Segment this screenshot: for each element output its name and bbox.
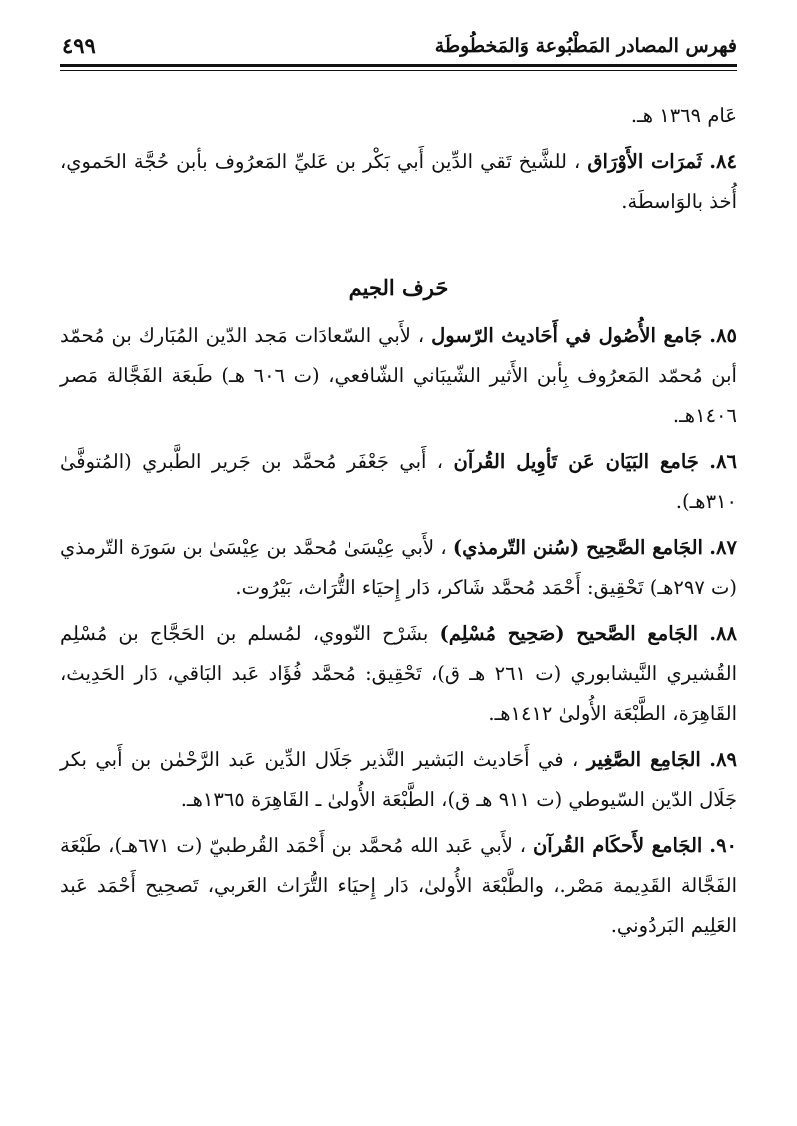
entry-title: الجَامع الصَّحِيح (سُنن التّرمذي) (452, 536, 703, 559)
entry-number: ٨٦. (709, 450, 738, 473)
entry-text: ، أَبي جَعْفَر مُحمَّد بن جَرير الطَّبري (المُتوفَّىٰ ٣١٠هـ). (60, 450, 737, 513)
bibliography-entry (60, 142, 737, 222)
page-header (60, 30, 737, 68)
bibliography-entry (60, 614, 737, 734)
bibliography-entry (60, 442, 737, 522)
page-number: ٤٩٩ (62, 33, 96, 58)
entry-number: ٨٥. (709, 324, 738, 347)
entry-title: جَامع الأُصُول في أَحَاديث الرّسول (431, 324, 703, 347)
entry-title: الجَامع الصَّحيح (صَحِيح مُسْلِم) (439, 622, 699, 645)
entry-text: ، لأَبي السّعادَات مَجد الدّين المُبَارك بن مُحمّد أبن مُحمّد المَعرُوف بِأبن الأَثير الشّيبَاني الشّافعي، (ت ٦٠٦ هـ) طَبعَة الفَجَّالة مَصر ١٤٠٦هـ. (60, 324, 737, 427)
entry-text: ، للشَّيخ تَقي الدِّين أَبي بَكْر بن عَليِّ المَعرُوف بأبن حُجَّة الحَموي، أُخذ بالوَاسطَة. (60, 150, 737, 213)
body-text (60, 96, 737, 952)
entry-text: ، لأَبي عَبد الله مُحمَّد بن أَحْمَد القُرطبيّ (ت ٦٧١هـ)، طَبْعَة الفَجَّالة القَدِيمة مَصْر.، والطَّبْعَة الأُولىٰ، دَار إِحيَاء التُّرَاث العَربي، تَصحِيح أَحْمَد عَبد العَلِيم البَردُوني. (60, 834, 737, 937)
section-heading: حَرف الجيم (348, 275, 449, 300)
continuation-line: عَام ١٣٦٩ هـ. (630, 104, 737, 127)
entry-number: ٨٤. (709, 150, 737, 173)
header-rule-thick (60, 64, 737, 67)
bibliography-entry (60, 528, 737, 608)
entry-number: ٩٠. (709, 834, 738, 857)
bibliography-entry (60, 740, 737, 820)
entry-title: ثَمرَات الأَوْرَاق (587, 150, 703, 173)
entry-number: ٨٧. (709, 536, 737, 559)
entry-text: ، في أَحَاديث البَشير النَّذير جَلَال الدِّين عَبد الرَّحْمٰن بن أَبي بكر جَلَال الدّين السّيوطي (ت ٩١١ هـ ق)، الطَّبْعَة الأُولىٰ ـ القَاهِرَة ١٣٦٥هـ. (60, 748, 737, 811)
header-rule-thin (60, 70, 737, 71)
bibliography-entry (60, 316, 737, 436)
entry-title: الجَامع لأَحكَام القُرآن (532, 834, 703, 857)
entry-text: ، لأَبي عِيْسَىٰ مُحمَّد بن عِيْسَىٰ بن سَورَة التّرمذي (ت ٢٩٧هـ) تَحْقِيق: أَحْمَد مُحمَّد شَاكر، دَار إِحيَاء التُّرَاث، بَيْرُوت. (60, 536, 737, 599)
entry-title: الجَامِع الصَّغِير (586, 748, 701, 771)
entry-text: بشَرْح النّووي، لمُسلم بن الحَجَّاج بن مُسْلِم القُشيري النَّيشابوري (ت ٢٦١ هـ ق)، تَحْقِيق: مُحمَّد فُؤَاد عَبد البَاقي، دَار الحَدِيث، القَاهِرَة، الطَّبْعَة الأُولىٰ ١٤١٢هـ. (60, 622, 738, 725)
running-title: فهرس المصادر المَطْبُوعة وَالمَخطُوطَة (434, 35, 737, 57)
entry-title: جَامع البَيَان عَن تَأوِيل القُرآن (453, 450, 699, 473)
entry-number: ٨٨. (709, 622, 737, 645)
entry-number: ٨٩. (709, 748, 738, 771)
bibliography-entry (60, 826, 737, 946)
